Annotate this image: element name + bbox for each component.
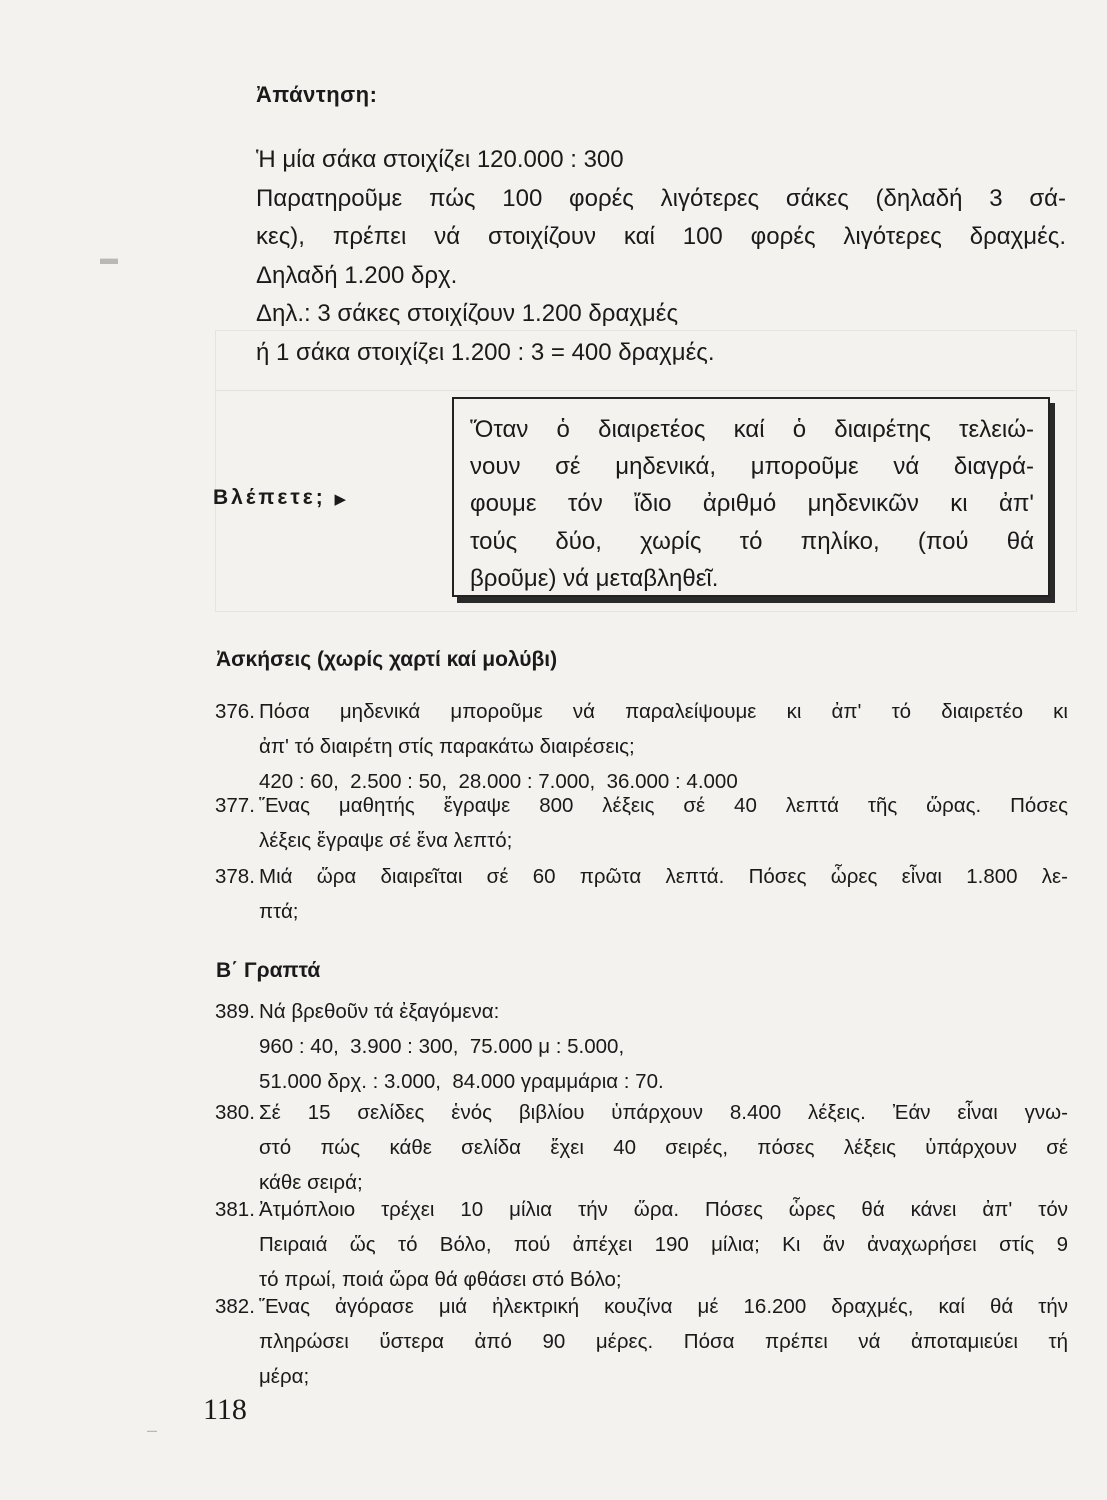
exercise-number: 380.	[215, 1101, 255, 1124]
answer-line: Δηλαδή 1.200 δρχ.	[256, 261, 458, 289]
exercise-line: στό πώς κάθε σελίδα ἔχει 40 σειρές, πόσες λέξεις ὑπάρχουν σέ	[259, 1135, 1068, 1159]
exercise-line: ἀπ' τό διαιρέτη στίς παρακάτω διαιρέσεις;	[259, 734, 635, 758]
exercise-376	[215, 695, 1068, 799]
answer-body	[256, 141, 1066, 373]
exercise-line: τό πρωί, ποιά ὥρα θά φθάσει στό Βόλο;	[259, 1267, 622, 1291]
exercise-line: κάθε σειρά;	[259, 1170, 363, 1194]
exercise-line: μέρα;	[259, 1364, 310, 1388]
exercise-number: 378.	[215, 865, 255, 888]
exercise-line: Ἕνας μαθητής ἔγραψε 800 λέξεις σέ 40 λεπτά τῆς ὥρας. Πόσες	[259, 794, 1068, 817]
section-a-heading: Ἀσκήσεις (χωρίς χαρτί καί μολύβι)	[216, 648, 558, 671]
exercise-line: Ἕνας ἀγόρασε μιά ἠλεκτρική κουζίνα μέ 16.200 δραχμές, καί θά τήν	[259, 1295, 1068, 1318]
exercise-389	[215, 995, 1068, 1099]
rule-line: βροῦμε) νά μεταβληθεῖ.	[470, 564, 719, 592]
exercise-line: πληρώσει ὕστερα ἀπό 90 μέρες. Πόσα πρέπει νά ἀποταμιεύει τή	[259, 1329, 1068, 1353]
answer-line: Ἡ μία σάκα στοιχίζει 120.000 : 300	[256, 146, 624, 173]
rule-line: τούς δύο, χωρίς τό πηλίκο, (πού θά	[470, 527, 1034, 555]
exercise-line: 420 : 60, 2.500 : 50, 28.000 : 7.000, 36.000 : 4.000	[259, 769, 738, 793]
answer-line: ή 1 σάκα στοιχίζει 1.200 : 3 = 400 δραχμές.	[256, 338, 715, 366]
exercise-line: Πειραιά ὥς τό Βόλο, πού ἀπέχει 190 μίλια; Κι ἄν ἀναχωρήσει στίς 9	[259, 1232, 1068, 1256]
answer-line: Παρατηροῦμε πώς 100 φορές λιγότερες σάκες (δηλαδή 3 σά-	[256, 184, 1066, 212]
see-also-label	[213, 486, 346, 510]
exercise-line: λέξεις ἔγραψε σέ ἕνα λεπτό;	[259, 828, 513, 852]
scan-mark: ▬	[100, 248, 118, 268]
exercise-number: 389.	[215, 1000, 255, 1023]
see-also-text: Βλέπετε;	[213, 486, 326, 509]
exercise-number: 377.	[215, 794, 255, 817]
exercise-number: 376.	[215, 700, 255, 723]
exercise-number: 381.	[215, 1198, 255, 1221]
answer-line: κες), πρέπει νά στοιχίζουν καί 100 φορές λιγότερες δραχμές.	[256, 223, 1066, 251]
exercise-line: Ἀτμόπλοιο τρέχει 10 μίλια τήν ὥρα. Πόσες ὧρες θά κάνει ἀπ' τόν	[259, 1198, 1068, 1221]
answer-heading: Ἀπάντηση:	[256, 82, 378, 107]
exercise-line: Μιά ὥρα διαιρεῖται σέ 60 πρῶτα λεπτά. Πόσες ὧρες εἶναι 1.800 λε-	[259, 865, 1068, 888]
rule-box	[452, 397, 1050, 597]
exercise-line: πτά;	[259, 899, 299, 923]
page-number: 118	[203, 1393, 247, 1426]
exercise-number: 382.	[215, 1295, 255, 1318]
section-b-heading: Β΄ Γραπτά	[216, 959, 321, 982]
rule-line: φουμε τόν ἴδιο ἀριθμό μηδενικῶν κι ἀπ'	[470, 490, 1034, 518]
exercise-line: 960 : 40, 3.900 : 300, 75.000 μ : 5.000,	[259, 1034, 625, 1058]
exercise-line: Πόσα μηδενικά μποροῦμε νά παραλείψουμε κι ἀπ' τό διαιρετέο κι	[259, 700, 1068, 723]
exercise-377	[215, 789, 1068, 859]
answer-line: Δηλ.: 3 σάκες στοιχίζουν 1.200 δραχμές	[256, 300, 679, 328]
exercise-381	[215, 1193, 1068, 1297]
exercise-380	[215, 1096, 1068, 1200]
bleed-through-rule	[215, 390, 1075, 391]
scan-mark: –	[147, 1420, 158, 1440]
pointer-arrow-icon: ▶	[334, 491, 347, 508]
exercise-line: 51.000 δρχ. : 3.000, 84.000 γραμμάρια : 70.	[259, 1069, 664, 1093]
rule-line: Ὅταν ὁ διαιρετέος καί ὁ διαιρέτης τελειώ-	[470, 416, 1034, 443]
rule-line: νουν σέ μηδενικά, μποροῦμε νά διαγρά-	[470, 453, 1034, 481]
exercise-378	[215, 860, 1068, 930]
exercise-line: Σέ 15 σελίδες ἑνός βιβλίου ὑπάρχουν 8.400 λέξεις. Ἐάν εἶναι γνω-	[259, 1101, 1068, 1124]
exercise-382	[215, 1290, 1068, 1394]
exercise-line: Νά βρεθοῦν τά ἐξαγόμενα:	[259, 1000, 500, 1023]
